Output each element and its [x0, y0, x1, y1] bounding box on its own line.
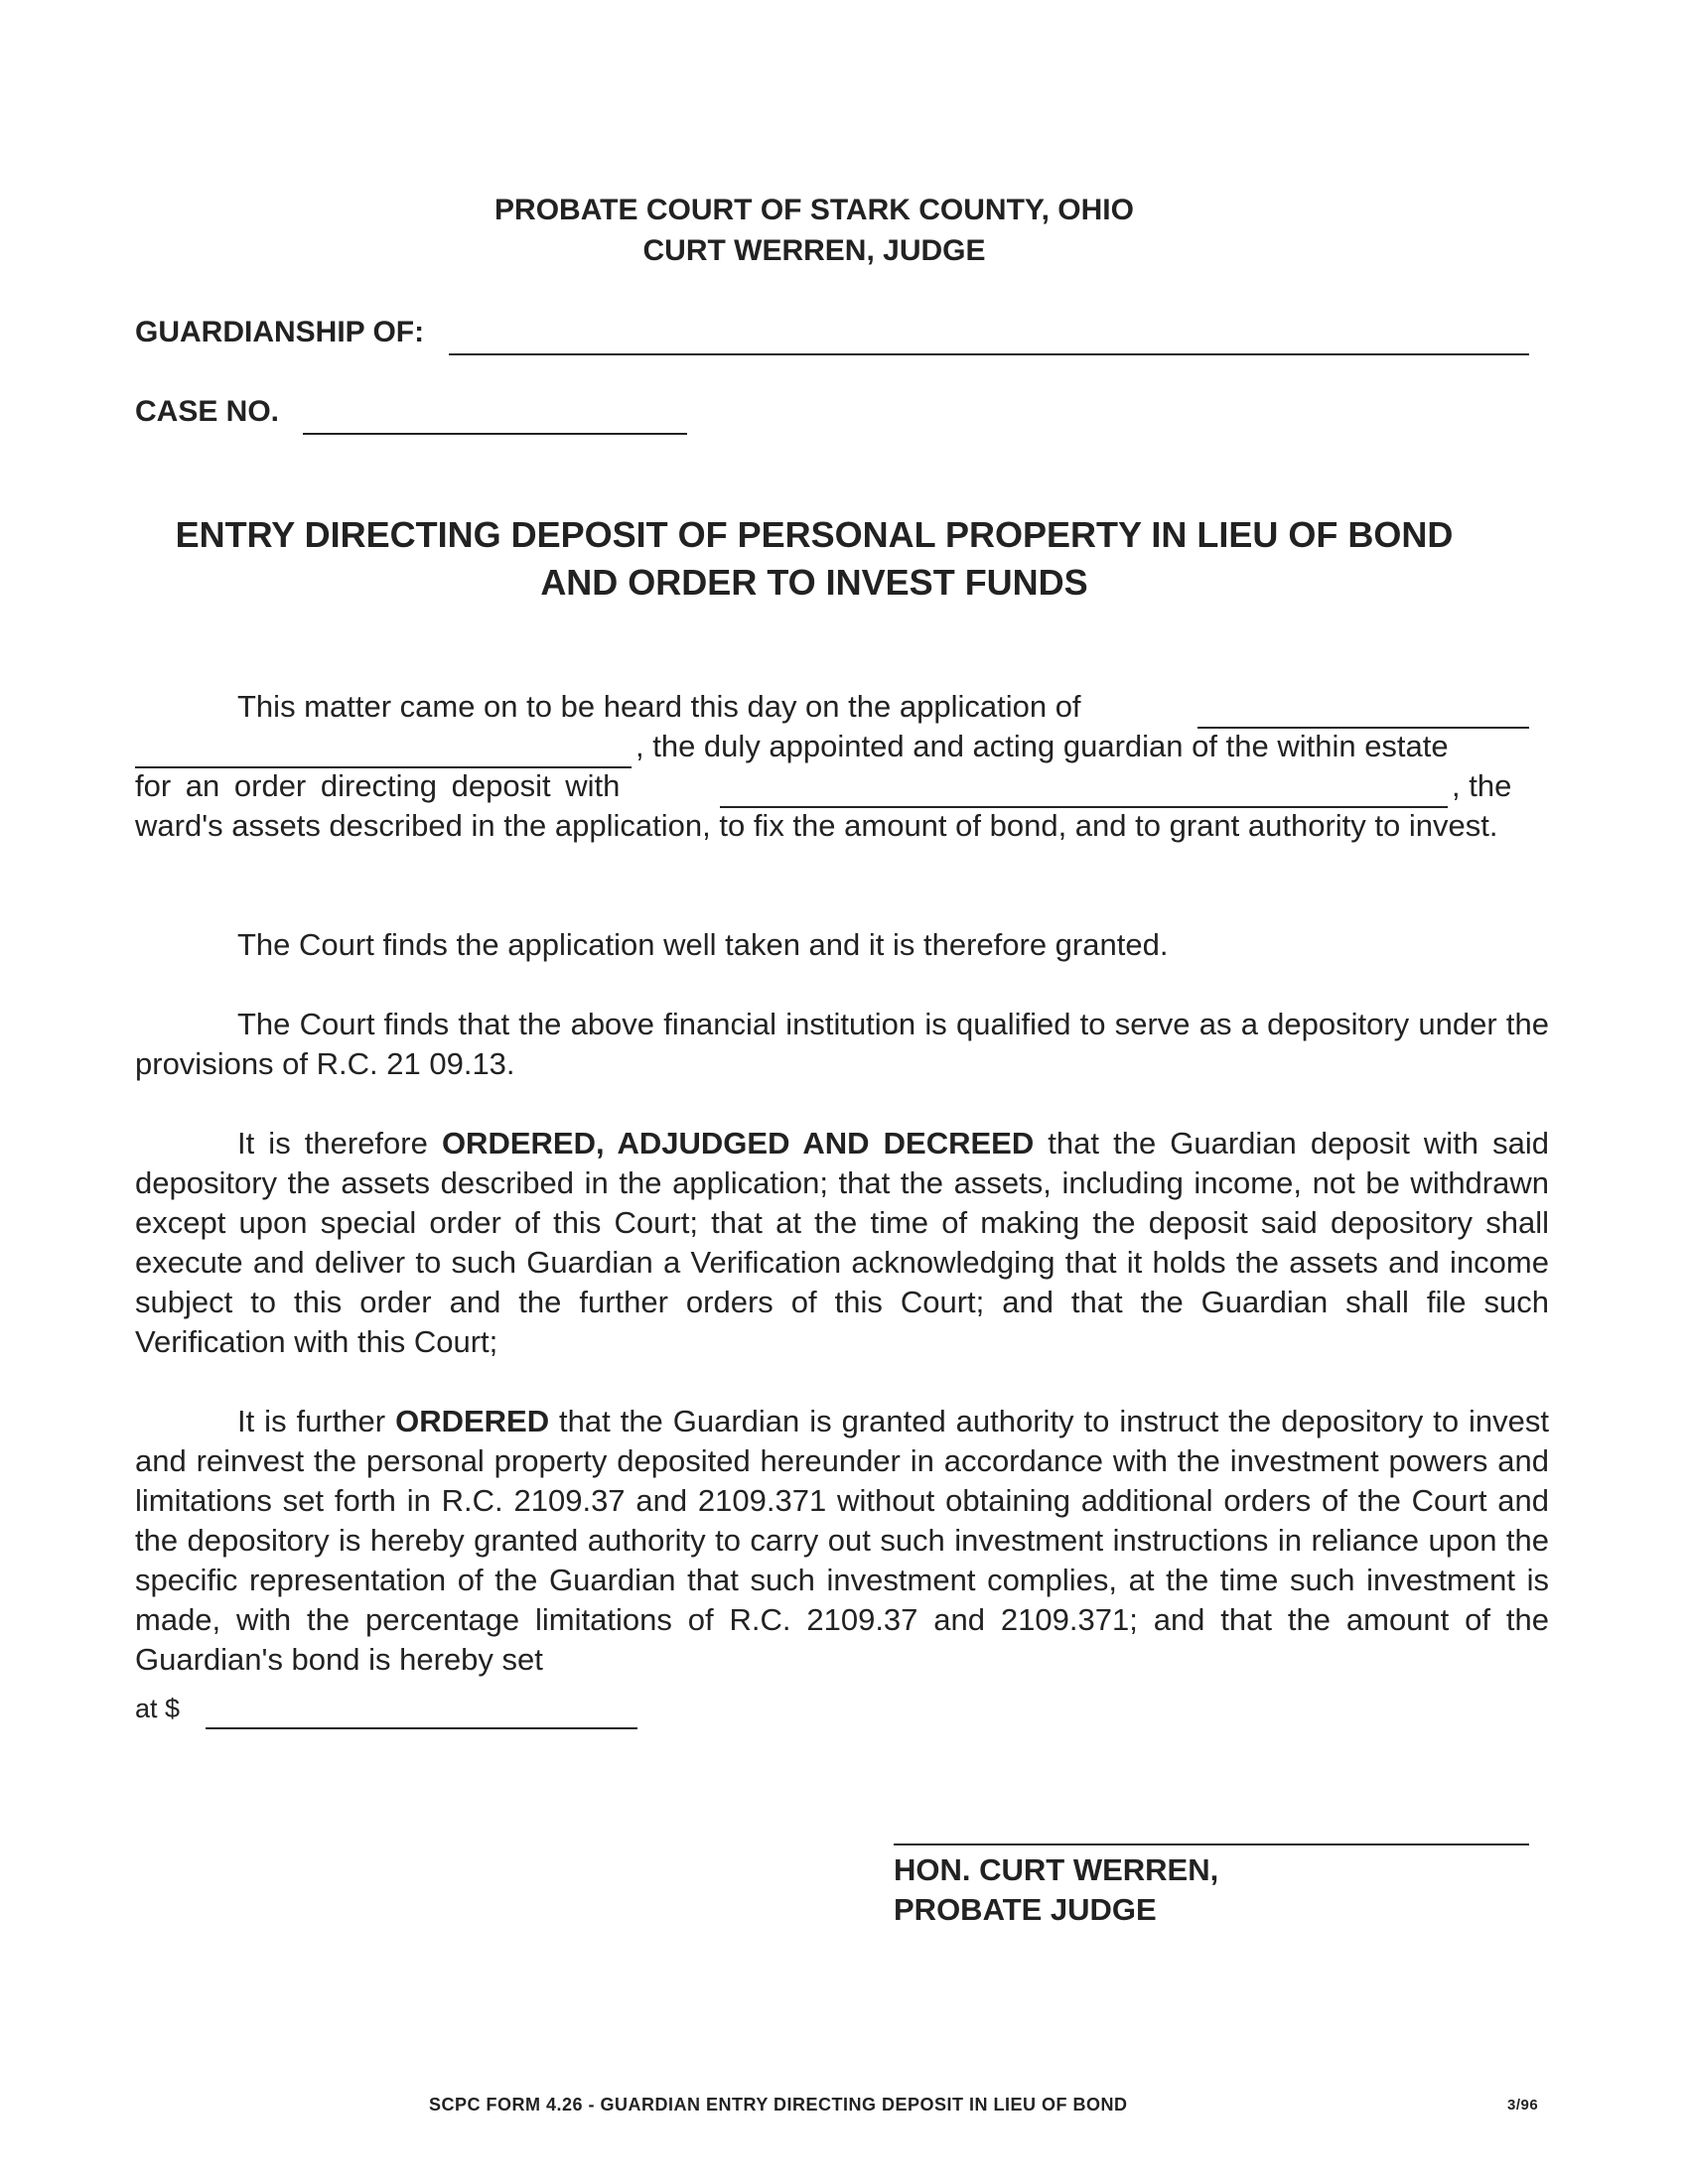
document-title-line-1: ENTRY DIRECTING DEPOSIT OF PERSONAL PROPERTY IN LIEU OF BOND	[175, 514, 1454, 555]
paragraph-1-the: , the	[1452, 768, 1512, 803]
signature-title: PROBATE JUDGE	[894, 1892, 1157, 1927]
paragraph-4	[135, 1124, 1549, 1362]
guardianship-input-line[interactable]	[449, 353, 1529, 355]
bond-amount-label: at $	[135, 1694, 181, 1723]
signature-name: HON. CURT WERREN,	[894, 1852, 1219, 1887]
paragraph-1-line-1: This matter came on to be heard this day on the application of	[237, 689, 1081, 724]
paragraph-3: The Court finds that the above financial institution is qualified to serve as a depository under the provisions of R.C. 21 09.13.	[135, 1007, 1549, 1081]
bond-amount-input-line[interactable]	[206, 1727, 637, 1729]
paragraph-5-lead: It is further	[237, 1404, 396, 1438]
paragraph-5-text: that the Guardian is granted authority to instruct the depository to invest and reinvest the personal property deposited hereunder in accordance with the investment powers and limitations set forth in R.C. 2109.37 and 2109.371 without obtaining additional orders of the Court and the depository is hereby granted authority to carry out such investment instructions in reliance upon the specific representation of the Guardian that such investment complies, at the time such investment is made, with the percentage limitations of R.C. 2109.37 and 2109.371; and that the amount of the Guardian's bond is hereby set	[135, 1404, 1550, 1677]
paragraph-5-order: ORDERED	[395, 1404, 550, 1438]
court-name: PROBATE COURT OF STARK COUNTY, OHIO	[494, 194, 1134, 226]
paragraph-4-decree: ORDERED, ADJUDGED AND DECREED	[441, 1126, 1035, 1160]
paragraph-4-text: that the Guardian deposit with said depository the assets described in the application; that the assets, including income, not be withdrawn except upon special order of this Court; that at the time of making the deposit said depository shall execute and deliver to such Guardian a Verification acknowledging that it holds the assets and income subject to this order and the further orders of this Court; and that the Guardian shall file such Verification with this Court;	[135, 1126, 1549, 1359]
judge-name: CURT WERREN, JUDGE	[642, 234, 986, 267]
case-no-input-line[interactable]	[303, 433, 687, 435]
paragraph-2: The Court finds the application well taken and it is therefore granted.	[237, 927, 1169, 962]
document-title-line-2: AND ORDER TO INVEST FUNDS	[540, 562, 1088, 603]
paragraph-5	[135, 1402, 1549, 1680]
guardianship-label: GUARDIANSHIP OF:	[135, 316, 425, 348]
paragraph-1-line-2: , the duly appointed and acting guardian of the within estate	[635, 729, 1449, 763]
case-no-label: CASE NO.	[135, 395, 280, 428]
judge-signature-line[interactable]	[894, 1843, 1529, 1845]
form-number: SCPC FORM 4.26 - GUARDIAN ENTRY DIRECTING DEPOSIT IN LIEU OF BOND	[429, 2095, 1128, 2115]
form-date: 3/96	[1507, 2097, 1539, 2114]
paragraph-1-rest: ward's assets described in the application, to fix the amount of bond, and to grant authority to invest.	[135, 808, 1498, 843]
paragraph-4-lead: It is therefore	[237, 1126, 442, 1160]
paragraph-1-line-3: for an order directing deposit with	[135, 768, 621, 803]
